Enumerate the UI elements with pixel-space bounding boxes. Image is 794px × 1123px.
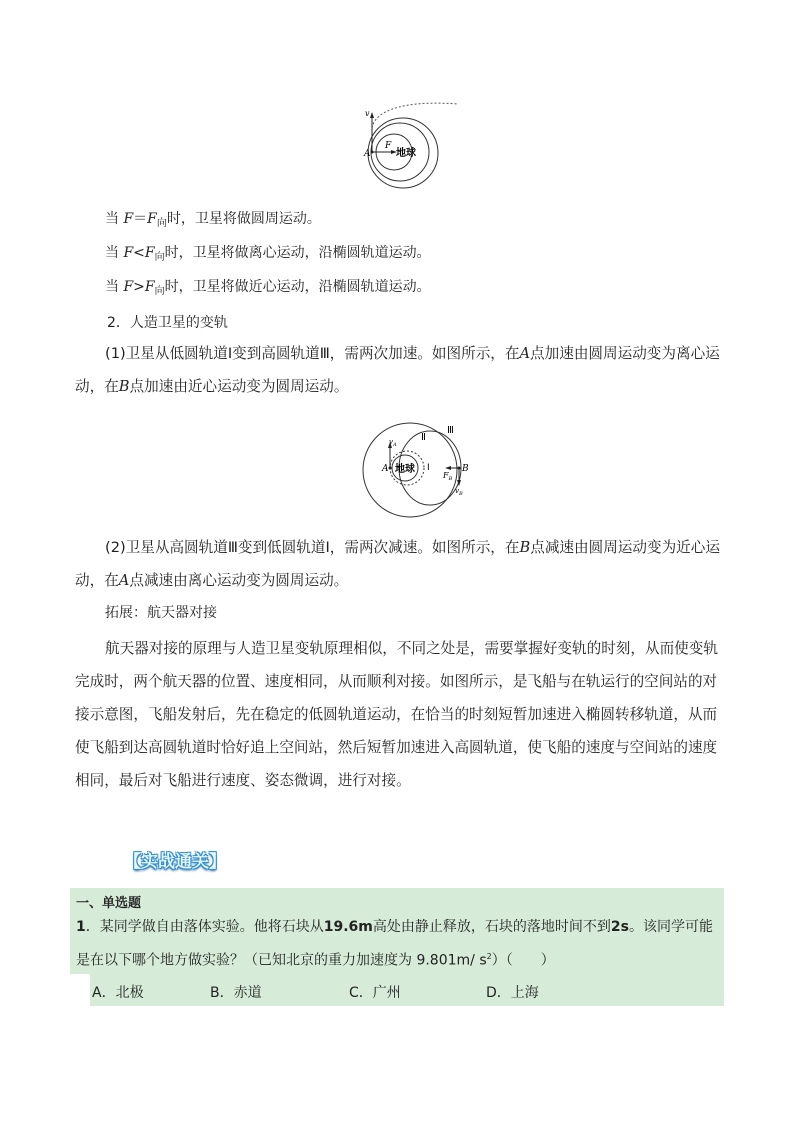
question-text: 1．某同学做自由落体实验。他将石块从19.6m高处由静止释放，石块的落地时间不到2s。该同学可能是在以下哪个地方做实验？（已知北京的重力加速度为 9.801m/ $s^2$）（ ） bbox=[76, 919, 713, 969]
orbit-figure-1 bbox=[360, 100, 470, 190]
section-heading: 2．人造卫星的变轨 bbox=[107, 315, 228, 331]
label-earth: 地球 bbox=[396, 148, 416, 159]
label-earth: 地球 bbox=[395, 464, 415, 475]
extension-paragraph: 航天器对接的原理与人造卫星变轨原理相似，不同之处是，需要掌握好变轨的时刻，从而使变轨完成时，两个航天器的位置、速度相同，从而顺利对接。如图所示，是飞船与在轨运行的空间站的对接示意图，飞船发射后，先在稳定的低圆轨道运动，在恰当的时刻短暂加速进入椭圆转移轨道，从而使飞船到达高圆轨道时恰好追上空间站，然后短暂加速进入高圆轨道，使飞船的速度与空间站的速度相同，最后对飞船进行速度、姿态微调，进行对接。 bbox=[75, 640, 718, 789]
condition-line-1: 当 $F=F_向$时，卫星将做圆周运动。 bbox=[105, 211, 321, 229]
question-block bbox=[70, 888, 724, 974]
label-vA: $v_A$ bbox=[389, 438, 397, 448]
paragraph-2: (2)卫星从高圆轨道Ⅲ变到低圆轨道Ⅰ，需两次减速。如图所示，在B点减速由圆周运动变为近心运动，在A点减速由离心运动变为圆周运动。 bbox=[75, 539, 720, 589]
label-orbit-I: Ⅰ bbox=[427, 463, 430, 473]
orbit-figure-2 bbox=[355, 420, 485, 520]
condition-line-3: 当 $F>F_向$时，卫星将做近心运动，沿椭圆轨道运动。 bbox=[105, 279, 431, 297]
label-A: A bbox=[382, 464, 389, 474]
option-d[interactable]: D．上海 bbox=[486, 985, 539, 1001]
label-FB: $F_B$ bbox=[443, 471, 453, 482]
option-c[interactable]: C．广州 bbox=[349, 985, 401, 1001]
question-section-title: 一、单选题 bbox=[76, 896, 142, 911]
section-banner: 【实战通关】 bbox=[124, 852, 226, 872]
options-row bbox=[90, 974, 724, 1006]
label-F: F bbox=[385, 141, 392, 151]
label-orbit-III: Ⅲ bbox=[447, 425, 454, 436]
label-A: A bbox=[364, 149, 371, 159]
option-b[interactable]: B．赤道 bbox=[210, 985, 262, 1001]
extension-title: 拓展：航天器对接 bbox=[105, 605, 217, 621]
condition-line-2: 当 $F<F_向$时，卫星将做离心运动，沿椭圆轨道运动。 bbox=[105, 245, 431, 263]
label-B: B bbox=[462, 464, 469, 474]
paragraph-1: (1)卫星从低圆轨道Ⅰ变到高圆轨道Ⅲ，需两次加速。如图所示，在A点加速由圆周运动变为离心运动，在B点加速由近心运动变为圆周运动。 bbox=[75, 345, 720, 395]
label-v: v bbox=[365, 109, 370, 118]
option-a[interactable]: A．北极 bbox=[92, 985, 144, 1001]
label-vB: $v_B$ bbox=[455, 487, 463, 497]
label-orbit-II: Ⅱ bbox=[421, 432, 426, 443]
